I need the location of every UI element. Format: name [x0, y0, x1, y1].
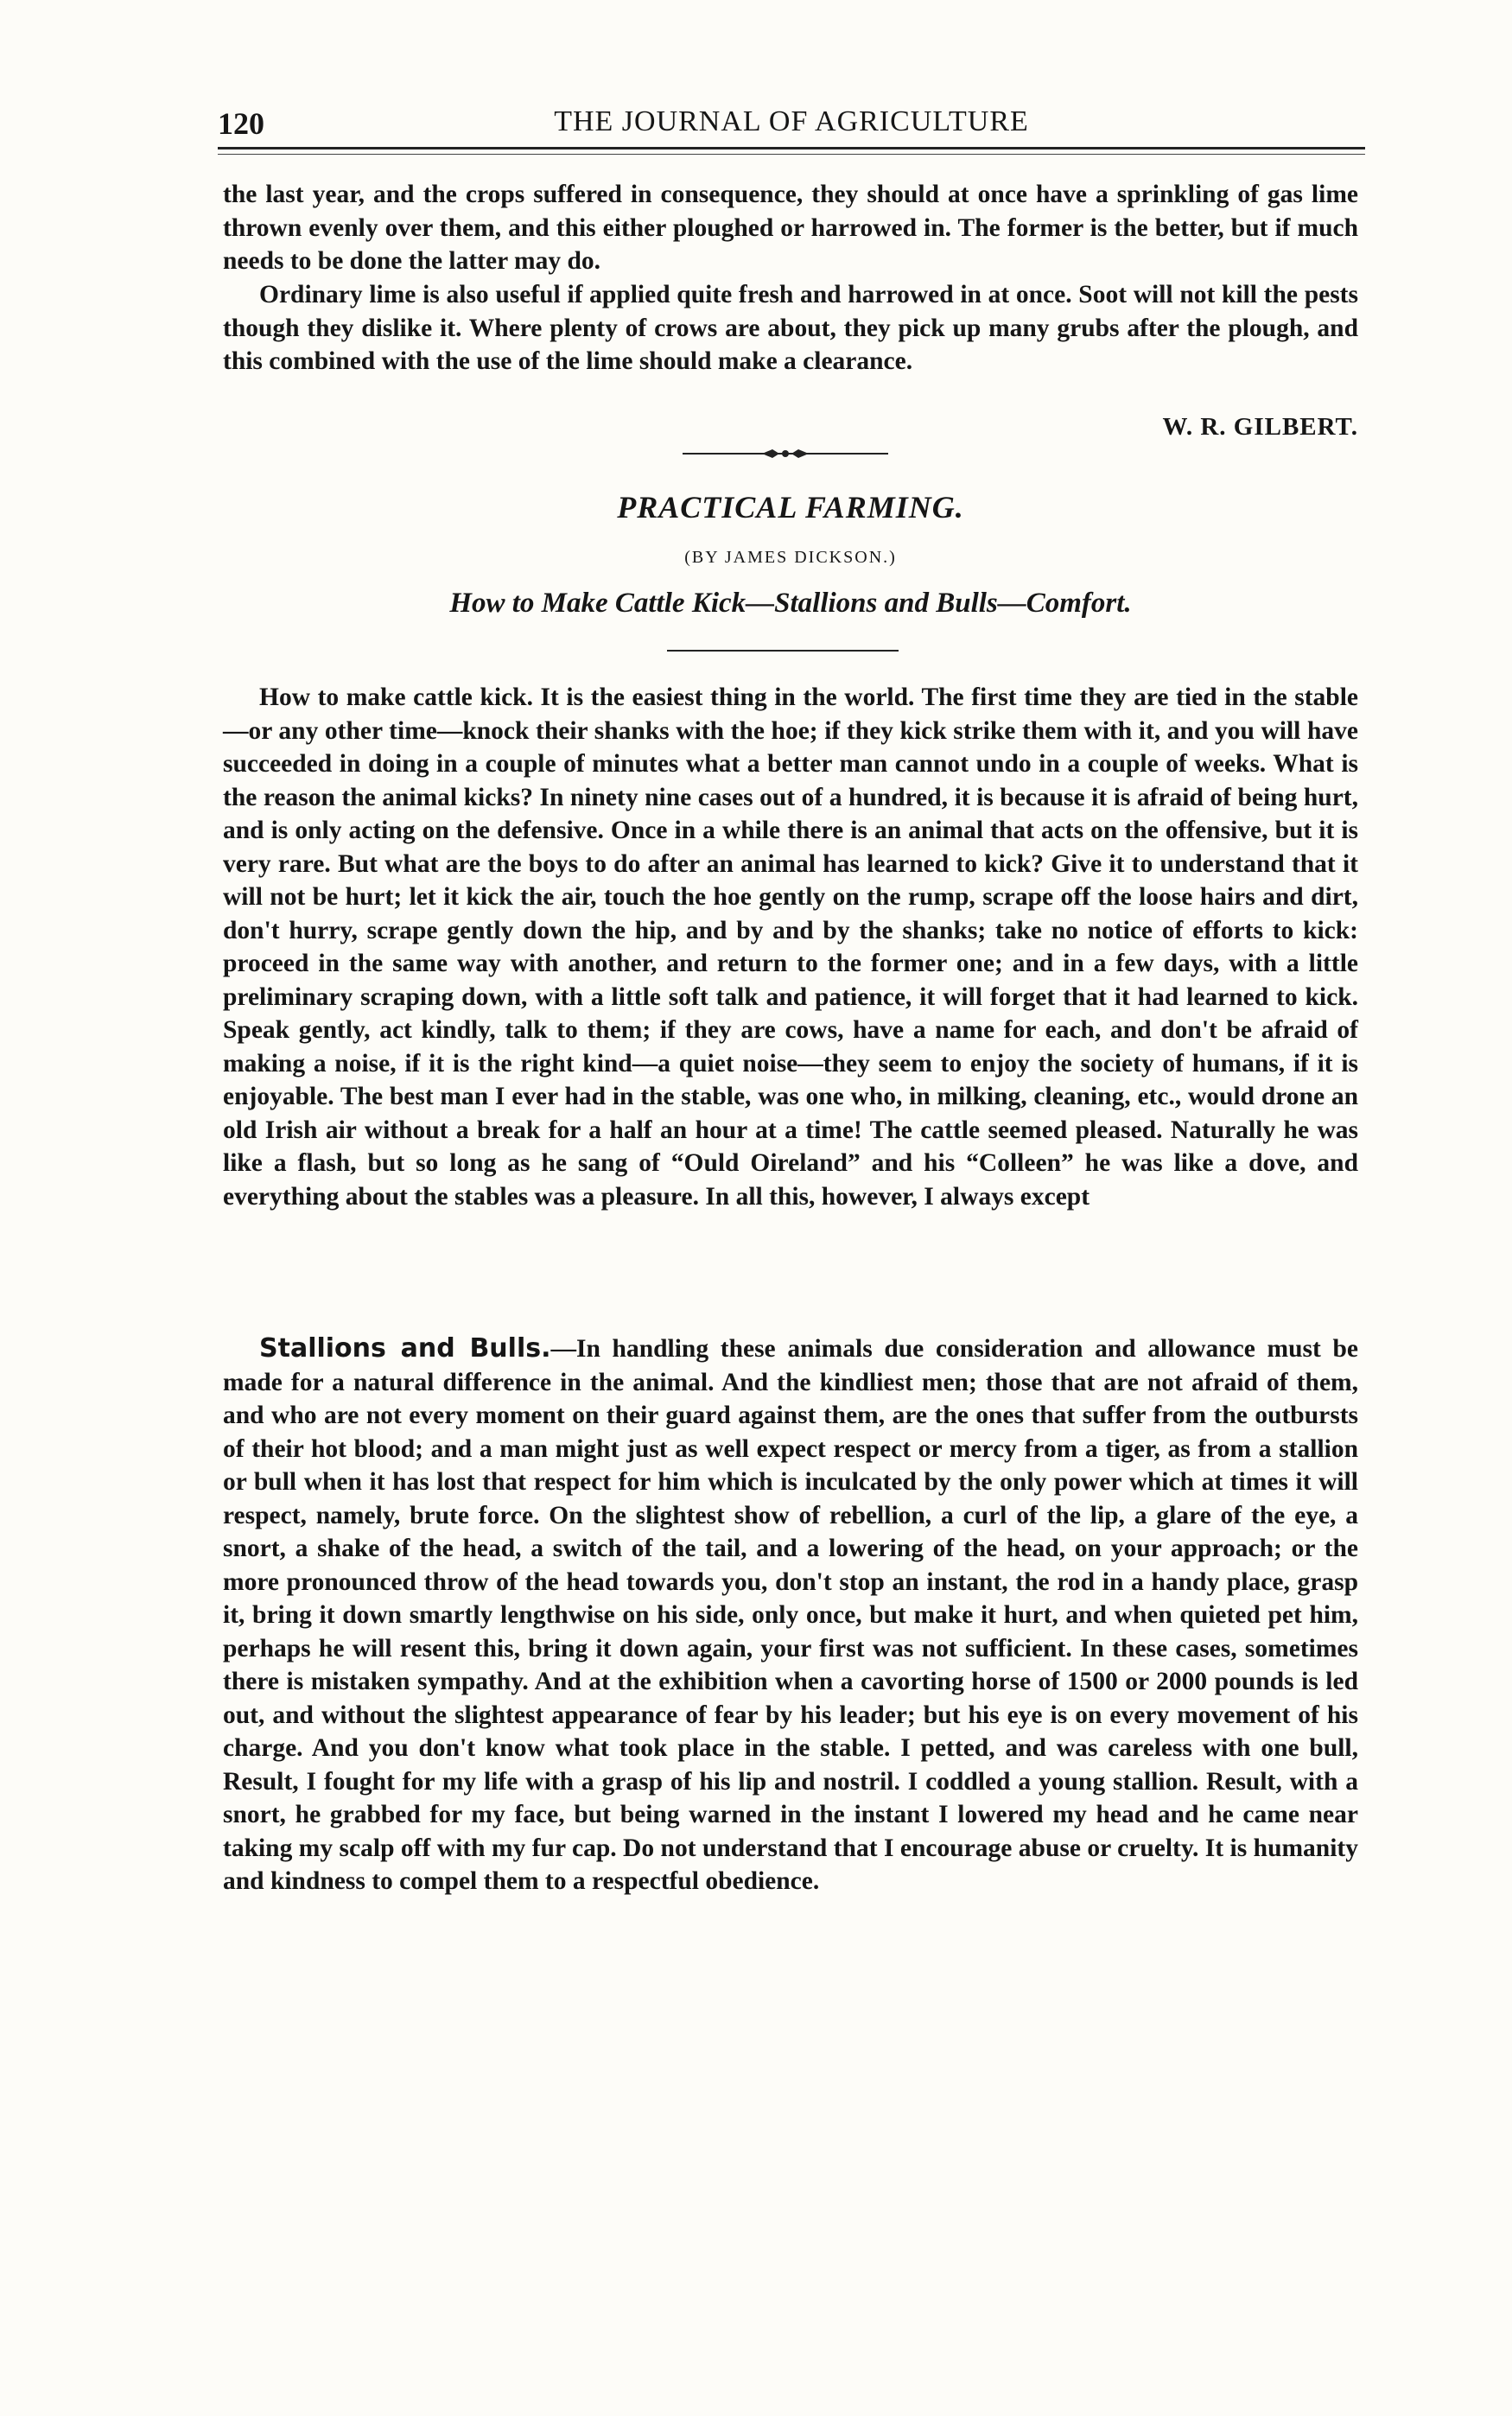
journal-title: THE JOURNAL OF AGRICULTURE: [554, 105, 1029, 137]
header-rule-thin: [218, 154, 1365, 155]
previous-article-paragraph-1: the last year, and the crops suffered in consequence, they should at once have a sprinkling of gas lime thrown evenly over them, and this either ploughed or harrowed in. The former is the better, but if much needs to be done the latter may do.: [223, 181, 1358, 275]
previous-article-paragraph-2: Ordinary lime is also useful if applied quite fresh and harrowed in at once. Soot will not kill the pests though they dislike it. Where plenty of crows are about, they pick up many grubs after the plough, and this combined with the use of the lime should make a clearance.: [223, 281, 1358, 375]
header-rule-thick: [218, 147, 1365, 149]
article-paragraph-1: How to make cattle kick. It is the easiest thing in the world. The first time they are tied in the stable—or any other time—knock their shanks with the hoe; if they kick strike them with it, and you will have succeeded in doing in a couple of minutes what a better man cannot undo in a couple of weeks. What is the reason the animal kicks? In ninety nine cases out of a hundred, it is because it is afraid of being hurt, and is only acting on the defensive. Once in a while there is an animal that acts on the offensive, but it is very rare. But what are the boys to do after an animal has learned to kick? Give it to understand that it will not be hurt; let it kick the air, touch the hoe gently on the rump, scrape off the loose hairs and dirt, don't hurry, scrape gently down the hip, and by and by the shanks; take no notice of efforts to kick: proceed in the same way with another, and return to the former one; and in a few days, with a little preliminary scraping down, with a little soft talk and patience, it will forget that it had learned to kick. Speak gently, act kindly, talk to them; if they are cows, have a name for each, and don't be afraid of making a noise, if it is the right kind—a quiet noise—they seem to enjoy the society of humans, if it is enjoyable. The best man I ever had in the stable, was one who, in milking, cleaning, etc., would drone an old Irish air without a break for a half an hour at a time! The cattle seemed pleased. Naturally he was like a flash, but so long as he sang of “Ould Oireland” and his “Colleen” he was like a dove, and everything about the stables was a pleasure. In all this, however, I always except: [223, 683, 1358, 1211]
run-in-heading: Stallions and Bulls.: [259, 1333, 551, 1364]
page-number: 120: [218, 106, 264, 141]
subtitle-rule: [667, 650, 899, 652]
article-byline: (BY JAMES DICKSON.): [684, 548, 897, 567]
article-title: PRACTICAL FARMING.: [617, 490, 964, 525]
article-paragraph-2: [223, 1332, 1358, 1898]
author-signature: W. R. GILBERT.: [1162, 413, 1358, 441]
article-paragraph-2-body: —In handling these animals due consideration and allowance must be made for a natural difference in the animal. And the kindliest men; those that are not afraid of them, and who are not every moment on their guard against them, are the ones that suffer from the outbursts of their hot blood; and a man might just as well expect respect or mercy from a tiger, as from a stallion or bull when it has lost that respect for him which is inculcated by the only power which at times it will respect, namely, brute force. On the slightest show of rebellion, a curl of the lip, a glare of the eye, a snort, a shake of the head, a switch of the tail, and a lowering of the head, on your approach; or the more pronounced throw of the head towards you, don't stop an instant, the rod in a handy place, grasp it, bring it down smartly lengthwise on his side, only once, but make it hurt, and when quieted pet him, perhaps he will resent this, bring it down again, your first was not sufficient. In these cases, sometimes there is mistaken sympathy. And at the exhibition when a cavorting horse of 1500 or 2000 pounds is led out, and without the slightest appearance of fear by his leader; but his eye is on every movement of his charge. And you don't know what took place in the stable. I petted, and was careless with one bull, Result, I fought for my life with a grasp of his lip and nostril. I coddled a young stallion. Result, with a snort, he grabbed for my face, but being warned in the instant I lowered my head and he came near taking my scalp off with my fur cap. Do not understand that I encourage abuse or cruelty. It is humanity and kindness to compel them to a respectful obedience.: [223, 1335, 1358, 1895]
running-head: [218, 102, 1365, 143]
article-subtitle: How to Make Cattle Kick—Stallions and Bulls—Comfort.: [449, 588, 1132, 619]
section-divider-ornament: [683, 448, 888, 460]
